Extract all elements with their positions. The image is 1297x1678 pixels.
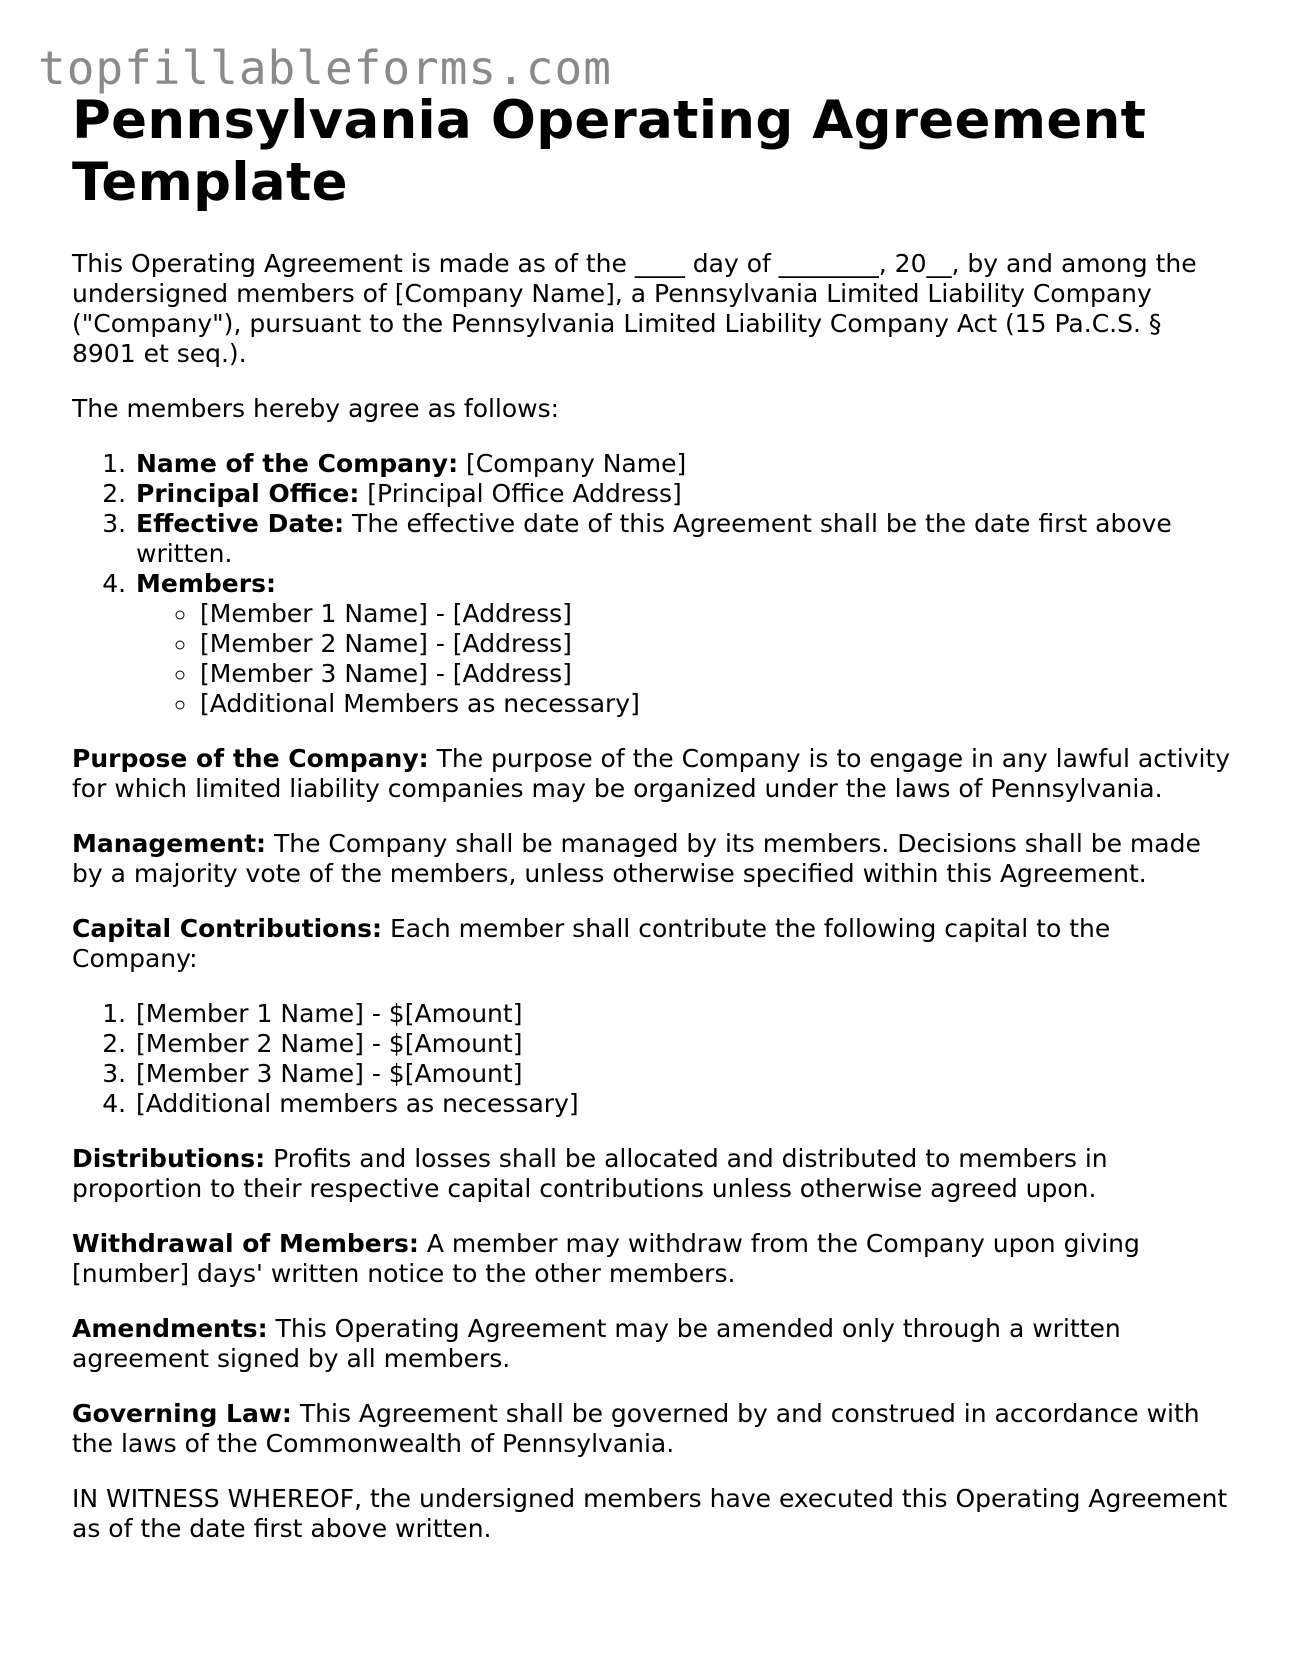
contribution-item: 3. [Member 3 Name] - $[Amount]: [134, 1059, 1232, 1089]
contribution-item: 2. [Member 2 Name] - $[Amount]: [134, 1029, 1232, 1059]
member-item: ◦ [Member 3 Name] - [Address]: [198, 659, 1232, 689]
agree-line: The members hereby agree as follows:: [72, 394, 560, 423]
member-item: ◦ [Additional Members as necessary]: [198, 689, 1232, 719]
item-label: Principal Office:: [136, 479, 360, 508]
section-text: A member may withdraw from the Company upon giving [number] days' written notice to the other members.: [72, 1229, 1140, 1288]
section-label: Withdrawal of Members:: [72, 1229, 419, 1258]
section-label: Amendments:: [72, 1314, 268, 1343]
terms-list: [72, 449, 1232, 719]
section-label: Distributions:: [72, 1144, 266, 1173]
amendments-section: [72, 1314, 1232, 1374]
item-text: [Principal Office Address]: [359, 479, 682, 508]
section-text: The purpose of the Company is to engage in any lawful activity for which limited liability companies may be organized under the laws of Pennsylvania.: [72, 744, 1231, 803]
list-item: [134, 509, 1232, 569]
purpose-section: [72, 744, 1232, 804]
section-text: Each member shall contribute the following capital to the Company:: [72, 914, 1111, 973]
list-item: [134, 449, 1232, 479]
document: [72, 90, 1232, 1544]
section-label: Management:: [72, 829, 267, 858]
section-text: Profits and losses shall be allocated and distributed to members in proportion to their respective capital contributions unless otherwise agreed upon.: [72, 1144, 1108, 1203]
item-text: The effective date of this Agreement shall be the date first above written.: [136, 509, 1172, 568]
contributions-list: [72, 999, 1232, 1119]
member-item: ◦ [Member 1 Name] - [Address]: [198, 599, 1232, 629]
item-label: Effective Date:: [136, 509, 345, 538]
intro-paragraph: This Operating Agreement is made as of the ____ day of ________, 20__, by and among the undersigned members of [Company Name], a Pennsylvania Limited Liability Company ("Company"), pursuant to the Pennsylvania Limited Liability Company Act (15 Pa.C.S. § 8901 et seq.).: [72, 249, 1197, 368]
watermark: topfillableforms.com: [38, 41, 612, 95]
management-section: [72, 829, 1232, 889]
capital-section: [72, 914, 1232, 974]
withdrawal-section: [72, 1229, 1232, 1289]
section-label: Purpose of the Company:: [72, 744, 429, 773]
members-list: [136, 599, 1232, 719]
list-item: [134, 569, 1232, 719]
section-text: The Company shall be managed by its members. Decisions shall be made by a majority vote of the members, unless otherwise specified within this Agreement.: [72, 829, 1201, 888]
item-label: Members:: [136, 569, 276, 598]
section-text: This Operating Agreement may be amended only through a written agreement signed by all members.: [72, 1314, 1121, 1373]
list-item: [134, 479, 1232, 509]
contribution-item: 1. [Member 1 Name] - $[Amount]: [134, 999, 1232, 1029]
governing-law-section: [72, 1399, 1232, 1459]
witness-paragraph: IN WITNESS WHEREOF, the undersigned members have executed this Operating Agreement as of the date first above written.: [72, 1484, 1228, 1543]
member-item: ◦ [Member 2 Name] - [Address]: [198, 629, 1232, 659]
section-label: Capital Contributions:: [72, 914, 383, 943]
page-title: Pennsylvania Operating Agreement Template: [72, 90, 1147, 213]
section-label: Governing Law:: [72, 1399, 292, 1428]
contribution-item: 4. [Additional members as necessary]: [134, 1089, 1232, 1119]
distributions-section: [72, 1144, 1232, 1204]
item-label: Name of the Company:: [136, 449, 459, 478]
item-text: [Company Name]: [458, 449, 687, 478]
section-text: This Agreement shall be governed by and construed in accordance with the laws of the Commonwealth of Pennsylvania.: [72, 1399, 1200, 1458]
